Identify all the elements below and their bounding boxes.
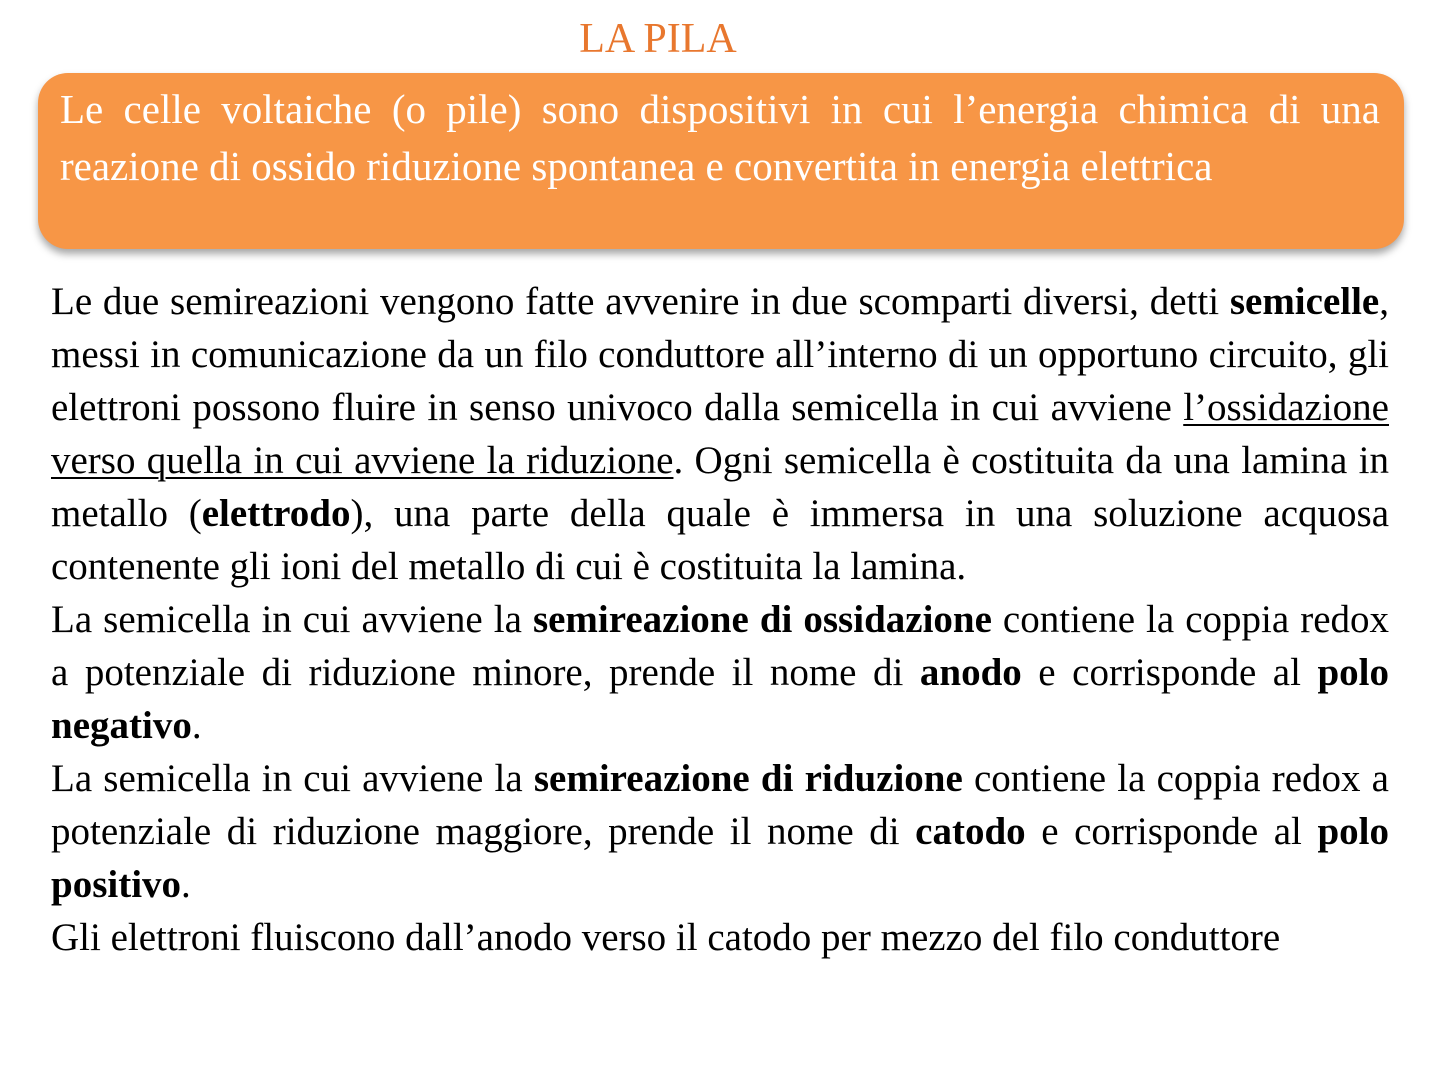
bold-term-polo-negativo: polo negativo [51,651,1389,747]
text-run: e corrisponde al [1021,651,1318,694]
paragraph-electron-flow [51,911,1389,964]
bold-term-ossidazione: semireazione di ossidazione [532,598,992,641]
paragraph-semicelle [51,275,1389,593]
definition-box [38,73,1404,249]
text-run: contiene la coppia redox a potenziale di riduzione minore, prende il nome di [51,598,1389,694]
text-run: . Ogni semicella è costituita da una lamina in metallo ( [51,439,1389,535]
bold-term-anodo: anodo [919,651,1022,694]
page-title: LA PILA [579,16,737,62]
text-run: ), una parte della quale è immersa in una soluzione acquosa contenente gli ioni del metallo di cui è costituita la lamina. [51,492,1389,588]
bold-term-riduzione: semireazione di riduzione [533,757,963,800]
text-run: La semicella in cui avviene la [51,598,533,641]
paragraph-anodo [51,593,1389,752]
bold-term-polo-positivo: polo positivo [51,810,1389,906]
definition-text: Le celle voltaiche (o pile) sono dispositivi in cui l’energia chimica di una reazione di ossido riduzione spontanea e convertita in energia elettrica [60,86,1380,189]
bold-term-elettrodo: elettrodo [201,492,351,535]
text-run: . [181,863,191,906]
paragraph-catodo [51,752,1389,911]
text-run: . [191,704,202,747]
text-run: e corrisponde al [1025,810,1318,853]
text-run: Gli elettroni fluiscono dall’anodo verso il catodo per mezzo del filo conduttore [51,916,1281,959]
text-run: , messi in comunicazione da un filo conduttore all’interno di un opportuno circuito, gli elettroni possono fluire in senso univoco dalla semicella in cui avviene [51,280,1389,429]
text-run: contiene la coppia redox a potenziale di riduzione maggiore, prende il nome di [51,757,1389,853]
underlined-phrase: l’ossidazione verso quella in cui avviene la riduzione [51,386,1389,482]
text-run: La semicella in cui avviene la [51,757,534,800]
bold-term-semicelle: semicelle [1229,280,1380,323]
text-run: Le due semireazioni vengono fatte avvenire in due scomparti diversi, detti [51,280,1230,323]
bold-term-catodo: catodo [915,810,1026,853]
body-text [51,275,1389,964]
